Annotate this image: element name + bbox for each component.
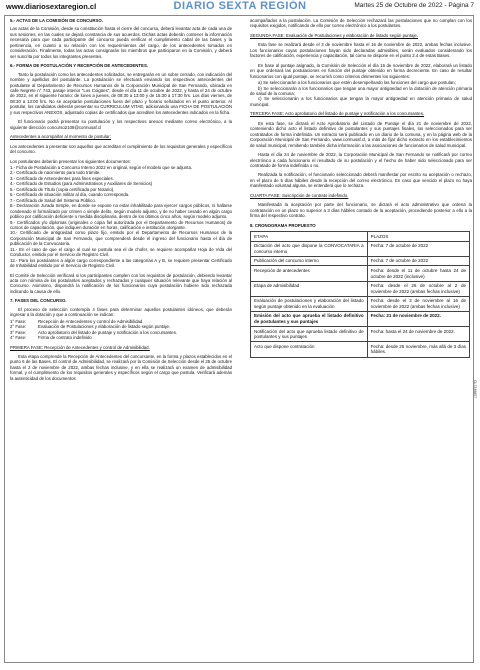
document-item: 11.- En el caso de que el cargo al cual se postula sea el de chofer, se requiere acompañar Hoja de Vida del Conductor, emitido por el Servicio de Registro Civil. xyxy=(10,246,232,258)
table-cell-date: Fecha: desde el 25 de octubre al 2 de noviembre de 2022 (ambas fechas inclusive) xyxy=(367,281,469,296)
table-row xyxy=(251,266,470,281)
third-phase-notification-text: Hasta el día 24 de noviembre de 2022, la Corporación Municipal de San Fernando se notificará por correo electrónico a cada funcionario el resultado de su postulación y el hecho de haber sido seleccionado para ser contratado de forma indefinida o no. xyxy=(250,152,472,168)
document-item: 7.- Certificado de Salud del Sistema Público. xyxy=(10,197,96,203)
table-cell-date: Fecha: 21 de noviembre de 2022. xyxy=(367,311,469,326)
document-item: 12.- Para los postulantes a algún cargo correspondiente a las categorías A y B, se requiere presentar Certificado de Inhabilidad emitido por el Servicio de Registro Civil. xyxy=(10,257,232,269)
table-cell-date: Fecha: 7 de octubre de 2022 xyxy=(367,241,469,256)
table-row xyxy=(251,342,470,357)
table-cell-stage: Dictación del acto que dispone la CONVOCATARIA a concurso interno xyxy=(251,241,368,256)
table-cell-date: Fecha: hasta el 24 de noviembre de 2022. xyxy=(367,327,469,342)
table-cell-stage: Acto que dispone contratación xyxy=(251,342,368,357)
section-8-title: 8. CRONOGRAMA PROPUESTO xyxy=(250,222,316,228)
table-row xyxy=(251,296,470,311)
third-phase-title: TERCERA FASE: Acto aprobatorio del listado de puntaje y notificación a los concursantes. xyxy=(250,111,425,117)
document-item: 10.- Certificado de antigüedad como plazo fijo, emitido por el Departamento de Recursos Humanos de la Corporación Municipal de San Fernando, que comprenderá desde el ingreso del funcionario hasta el día de publicación de la Convocatoria. xyxy=(10,230,232,247)
second-phase-text: Esta fase se realizará desde el 3 de noviembre hasta el 16 de noviembre de 2022, ambas fechas inclusive. Los funcionarios cuyas postulaciones hayan sido declaradas admisibles, serán evaluados considerando los factores de calificación, experiencia y capacitación, tal como se dispone en el punto 2.4 de estas Bases. xyxy=(250,42,472,59)
table-row xyxy=(251,256,470,266)
documents-list xyxy=(10,165,232,269)
second-phase-ranking-text: En base al puntaje asignado, la Comisión de Selección el día 16 de noviembre de 2022, elaborará un listado en que ordenará las postulaciones en función del puntaje obtenido en forma decreciente. En caso de resultar funcionarios con igual puntaje, se recurrirá como criterios dirimentes los siguientes: xyxy=(250,62,472,79)
section-7-title: 7. FASES DEL CONCURSO. xyxy=(10,298,67,304)
document-item: 3.- Certificado de Antecedentes para fines especiales. xyxy=(10,175,114,181)
table-row xyxy=(251,241,470,256)
table-cell-stage: Publicación del concurso interno xyxy=(251,256,368,266)
second-phase-title: SEGUNDA FASE: Evaluación de Postulaciones y elaboración de listado según puntaje. xyxy=(250,32,419,38)
antecedentes-text: Los antecedentes a presentar son aquellos que acreditan el cumplimiento de los requisitos generales y específicos del concurso. xyxy=(10,143,232,155)
third-phase-text: En esta fase, se dictará el Acto Aprobatorio del Listado de Puntaje el día 21 de noviembre de 2022, conteniendo dicho acto el listado definitivo de postulantes y sus puntajes finales, los seleccionados para ser contratados de forma indefinida. Un extracto será publicado en un diario de la comuna, y en la página web de la Corporación Municipal de San Fernando, www.cormusaf.cl, a más de fijar dicho extracto en los establecimientos de salud municipal, remitiendo también dicha información a las asociaciones de funcionarios de salud municipal. xyxy=(250,120,472,148)
table-row xyxy=(251,311,470,326)
table-row xyxy=(251,327,470,342)
criteria-list xyxy=(250,80,472,107)
schedule-table xyxy=(250,231,470,358)
table-cell-stage: Etapa de admisibilidad xyxy=(251,281,368,296)
phase-number: 3° Fase: xyxy=(10,329,27,335)
section-6-text: Tanto la postulación como los antecedentes solicitados, se entregarán en un sobre cerrado, con indicación del nombre y apellidos del postulante. La postulación se efectuará enviando los respectivos antecedentes del postulante al Departamento de Recursos Humanos de la Corporación Municipal de San Fernando, ubicada en calle Negrete n° 743, pasaje interior "Los Coigües", desde el día 11 de octubre de 2022, y hasta el 24 de octubre de 2022, en el siguiente horario: de lunes a jueves, de 08:30 a 13:00 y de 15:30 a 17:30 hrs. Los días viernes, de 08:30 a 13:00 hrs. No se aceptarán postulaciones fuera del plazo y horario señalados en el punto anterior. Al postular, los candidatos deberán presentar su CURRICULUM VITAE, adicionando una FICHA DE POSTULACIÓN y sus respectivos ANEXOS, adjuntado copias de certificados que acrediten los antecedentes indicados en la ficha. xyxy=(10,71,232,115)
newspaper-title: DIARIO SEXTA REGIÓN xyxy=(173,0,307,12)
criterion-item: b) Se seleccionarán a los funcionarios que tengan una mayor antigüedad en la dotación de atención primaria de salud de la comuna; xyxy=(250,85,472,96)
document-item: 2.- Certificado de nacimiento para todo trámite. xyxy=(10,170,101,176)
antecedentes-title: Antecedentes a acompañar al momento de postular: xyxy=(10,134,111,140)
phase-text: Acto aprobatorio del listado de puntaje y notificación a los concursantes. xyxy=(38,329,178,335)
table-row xyxy=(251,281,470,296)
fourth-phase-text: Manifestada la aceptación por parte del funcionario, se dictará el acto administrativo que ordena la contratación en un plazo no superior a 3 días hábiles contado de la aceptación, procediendo posterior a ello a la firma del respectivo contrato. xyxy=(250,202,472,219)
column-header: PLAZOS xyxy=(367,232,469,242)
table-cell-stage: Notificación del acto que aprueba listado definitivo de postulantes y sus puntajes xyxy=(251,327,368,342)
table-cell-date: Fecha: desde el 11 de octubre hasta 24 de octubre de 2022 (inclusive) xyxy=(367,266,469,281)
selection-committee-text: El Comité de Selección verificará si los participantes cumplen con los requisitos de postulación, debiendo levantar acta con nómina de los postulantes aceptados y rechazados y cualquier situación relevante que haya relación al Concurso. Asimismo, dispondrá la notificación de los funcionarios cuya postulación hubiere sido rechazada indicando la causa de ello. xyxy=(10,272,232,294)
table-cell-stage: Recepción de antecedentes xyxy=(251,266,368,281)
phases-list xyxy=(10,319,232,341)
site-url[interactable]: www.diariosextaregion.cl xyxy=(6,2,97,11)
section-6-title: 6.- FORMA DE POSTULACIÓN Y RECEPCIÓN DE ANTECEDENTES. xyxy=(10,63,149,69)
section-7-text: El proceso de selección contempla 4 fases para determinar aquellos postulantes idóneos, que deberán ingresar a la dotación y que a continuación se indican: xyxy=(10,306,232,318)
document-item: 8.- Declaración Jurada Simple, en donde se expone no estar inhabilitado para ejercer cargos públicos, ni hallarse condenado ni formalizado por crimen o simple delito, según modelo adjunto, y de no haber cesado en algún cargo público por calificación deficiente o medida disciplinaria, dentro de los últimos cinco años, según modelo adjunto. xyxy=(10,203,232,220)
table-cell-date: Fecha: desde el 3 de noviembre al 16 de noviembre de 2022 (ambas fechas inclusive) xyxy=(367,296,469,311)
page-header xyxy=(0,0,480,14)
third-phase-acceptance-text: Realizada la notificación, el funcionario seleccionado deberá manifestar por escrito su aceptación o rechazo, en el plazo de 5 días hábiles desde la recepción del correo electrónico. En caso que vencido el plazo no haya manifestado voluntad alguna, se entenderá que lo rechaza. xyxy=(250,172,472,189)
phase-text: Recepción de Antecedentes y control de Admisibilidad. xyxy=(38,318,144,324)
table-cell-date: Fecha: desde 25 noviembre, más allá de 3 días hábiles. xyxy=(367,342,469,357)
section-5-title: 5.- ACTAS DE LA COMISIÓN DE CONCURSO. xyxy=(10,18,103,23)
table-cell-date: Fecha: 7 de octubre de 2022 xyxy=(367,256,469,266)
phase-text: Firma de contrato indefinido xyxy=(38,335,92,341)
page-date: Martes 25 de Octubre de 2022 - Página 7 xyxy=(354,2,474,9)
table-header-row xyxy=(251,232,470,242)
criterion-item: c) Se seleccionarán a los funcionarios que tengan la mayor antigüedad en atención primaria de salud municipal. xyxy=(250,96,472,107)
section-6-email-text: El funcionario podrá presentar su postulación y los respectivos anexos mediante correo electrónico, a la siguiente dirección concurso2108@cormusaf.cl xyxy=(10,119,232,130)
phase-number: 4° Fase: xyxy=(10,335,27,341)
table-cell-stage: Evaluación de postulaciones y elaboración del listado según puntaje obtenido en la evaluación xyxy=(251,296,368,311)
continuation-text: acompañados a la postulación. La Comisión de Selección rechazará las postulaciones que no cumplan con los requisitos exigidos, notificando de ello por correo electrónico a los postulantes. xyxy=(250,18,472,29)
phase-number: 2° Fase: xyxy=(10,324,27,330)
document-item: 5.- Certificado de Título (copia certificada por Notario). xyxy=(10,186,115,192)
side-code: CL7248897 xyxy=(473,380,477,399)
phase-number: 1° Fase: xyxy=(10,318,27,324)
first-phase-text: Esta etapa comprende la Recepción de Antecedentes del concursante, en la forma y plazos establecidos en el punto 6 de las Bases. El control de Admisibilidad, se realizará por la Comisión de Selección desde el 25 de octubre hasta el 2 de noviembre de 2022, ambas fechas inclusive, y en ella se realizará un examen de admisibilidad formal, y el cumplimiento de los requisitos generales y específicos según el cargo que postula. Verificará además la autenticidad de los documentos xyxy=(10,354,232,381)
section-5-text: Las actas de la Comisión, desde su constitución hasta el cierre del concurso, deberá levantar acta de cada una de sus sesiones, en las cuales se dejará constancia de sus acuerdos. Dichas actas deberán contener la información necesaria para que cada participante del concurso pueda verificar el cumplimiento cabal de las bases y la pertinencia, en cuanto a su relación con los requerimientos del cargo, de los antecedentes tomados en consideración. Finalmente, todas las actas consignarán los miembros que participaron en la Comisión, y deberá ser suscrita por todos los integrantes presentes. xyxy=(10,26,232,59)
column-header: ETAPA xyxy=(251,232,368,242)
phase-text: Evaluación de Postulaciones y elaboración de listado según puntaje. xyxy=(38,324,171,330)
right-column xyxy=(250,18,472,358)
document-item: 4.- Certificado de Estudios (para Administrativos y Auxiliares de Servicios) xyxy=(10,181,153,187)
criterion-item: a) Se seleccionarán a los funcionarios que estén desempeñando las funciones del cargo que postulan; xyxy=(258,80,456,86)
document-item: 9.- Certificados y/o diplomas (originales o copia fiel autorizada por el Departamento de Recursos Humanos) de cursos de capacitación, que indiquen duración en horas, calificación e institución otorgante. xyxy=(10,219,232,230)
table-cell-stage: Emisión del acto que aprueba el listado definitivo de postulantes y sus puntajes xyxy=(251,311,368,326)
document-item: 6.- Certificado de situación militar al día, cuando corresponda. xyxy=(10,192,130,198)
fourth-phase-title: CUARTA FASE: Suscripción de contrato indefinido. xyxy=(250,192,349,198)
left-column xyxy=(10,18,232,385)
first-phase-title: PRIMERA FASE: Recepción de Antecedentes y control de Admisibilidad. xyxy=(10,344,150,350)
document-item: 1.- Ficha de Postulación a Concurso Interno 2022 en original, según el modelo que se adjunta. xyxy=(10,164,193,170)
documents-intro: Los postulantes deberán presentar los siguientes documentos: xyxy=(10,158,131,164)
